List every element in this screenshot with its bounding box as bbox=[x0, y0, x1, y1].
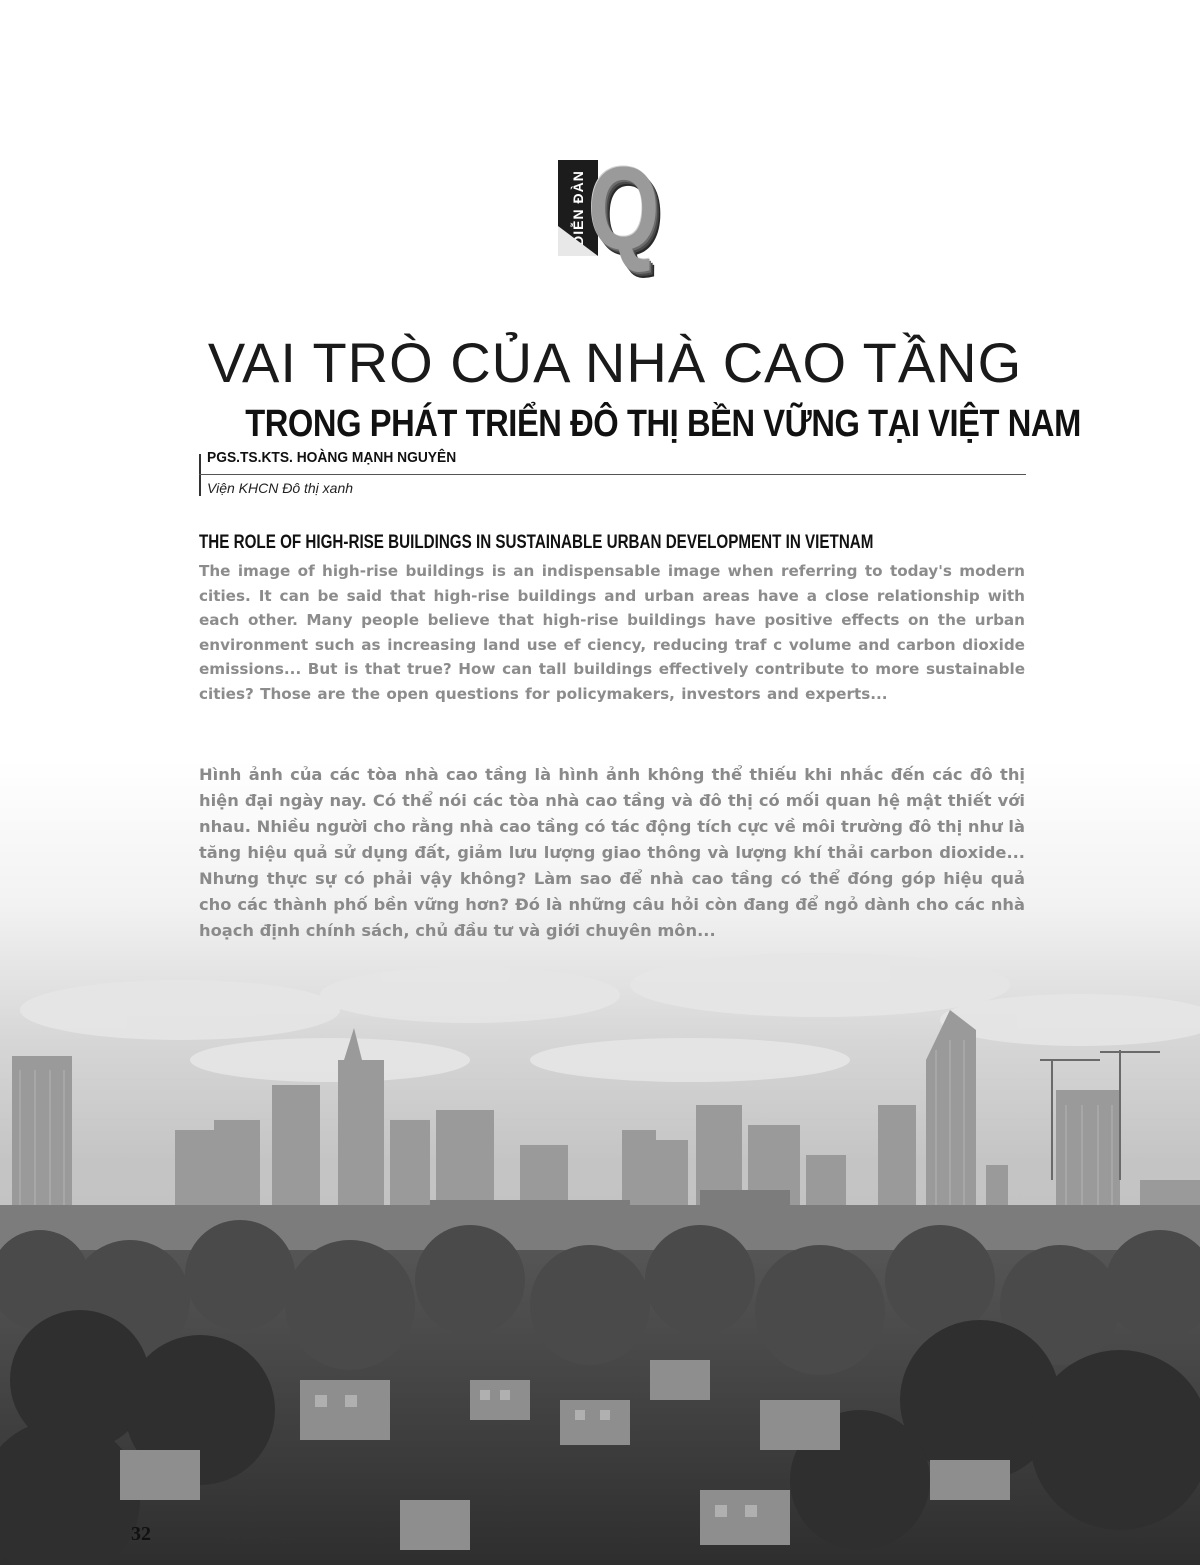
author-name: PGS.TS.KTS. HOÀNG MẠNH NGUYÊN bbox=[207, 449, 457, 466]
english-title: THE ROLE OF HIGH-RISE BUILDINGS IN SUSTAINABLE URBAN DEVELOPMENT IN VIETNAM bbox=[199, 532, 874, 553]
article-subtitle: TRONG PHÁT TRIỂN ĐÔ THỊ BỀN VỮNG TẠI VIỆT NAM bbox=[245, 402, 1081, 445]
section-label: DIỄN ĐÀN bbox=[570, 170, 586, 246]
article-title: VAI TRÒ CỦA NHÀ CAO TẦNG bbox=[207, 330, 1023, 394]
issue-label: Số 120 · 2022 bbox=[225, 1531, 295, 1543]
page-number: 32 bbox=[131, 1523, 151, 1545]
author-divider bbox=[199, 474, 1026, 475]
author-accent-bar bbox=[199, 454, 201, 496]
logo-letter-q-icon: Q bbox=[588, 143, 660, 275]
vietnamese-abstract: Hình ảnh của các tòa nhà cao tầng là hình ảnh không thể thiếu khi nhắc đến các đô thị hiện đại ngày nay. Có thể nói các tòa nhà cao tầng và đô thị có mối quan hệ mật thiết với nhau. Nhiều người cho rằng nhà cao tầng có tác động tích cực về môi trường đô thị như là tăng hiệu quả sử dụng đất, giảm lưu lượng giao thông và lượng khí thải carbon dioxide... Nhưng thực sự có phải vậy không? Làm sao để nhà cao tầng có thể đóng góp hiệu quả cho các thành phố bền vững hơn? Đó là những câu hỏi còn đang để ngỏ dành cho các nhà hoạch định chính sách, chủ đầu tư và giới chuyên môn... bbox=[199, 765, 1025, 940]
english-abstract: The image of high-rise buildings is an indispensable image when referring to today's modern cities. It can be said that high-rise buildings and urban areas have a close relationship with each other. Many people believe that high-rise buildings have positive effects on the urban environment such as increasing land use ef ciency, reducing traf c volume and carbon dioxide emissions... But is that true? How can tall buildings effectively contribute to more sustainable cities? Those are the open questions for policymakers, investors and experts... bbox=[199, 562, 1025, 703]
author-affiliation: Viện KHCN Đô thị xanh bbox=[207, 480, 354, 496]
forum-section-logo bbox=[558, 143, 678, 275]
